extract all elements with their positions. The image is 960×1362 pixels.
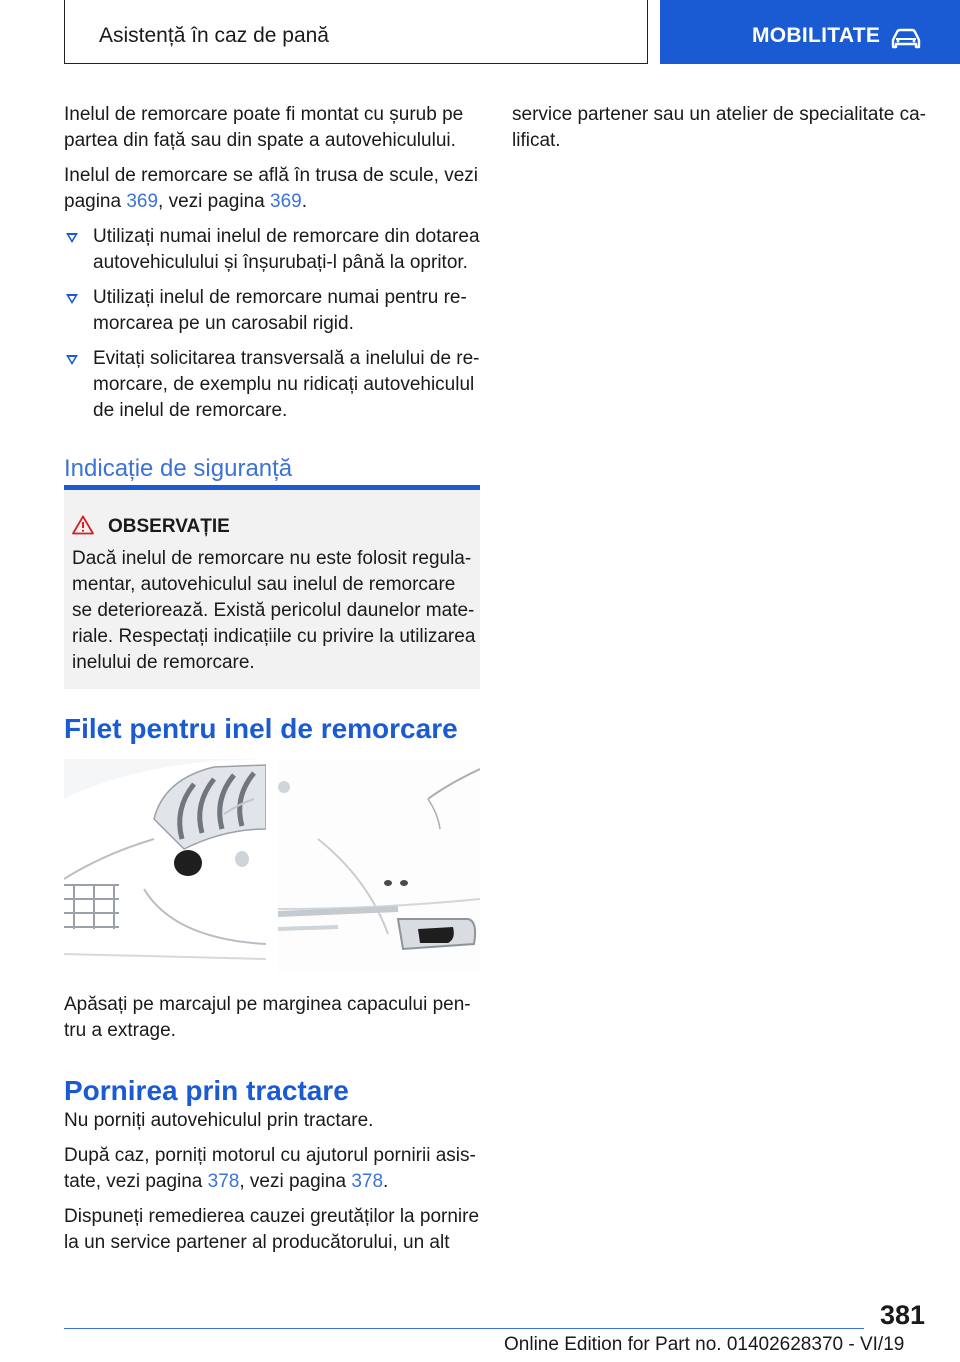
warning-triangle-icon xyxy=(72,515,94,535)
page-link-369-a[interactable]: 369 xyxy=(126,191,159,212)
tow-text-a: După caz, porniți motorul cu ajutorul pornirii asis-tate, vezi pagina xyxy=(64,1145,476,1192)
header-chapter-tab xyxy=(660,0,960,64)
thread-heading: Filet pentru inel de remorcare xyxy=(64,713,458,744)
header-section-title: Asistență în caz de pană xyxy=(99,24,329,47)
header-section-box xyxy=(64,0,648,64)
left-column-lower xyxy=(64,992,480,1265)
warning-note xyxy=(64,485,480,689)
warning-title-row xyxy=(72,514,230,540)
list-item-text: Evitați solicitarea transversală a inelului de re-morcare, de exemplu nu ridicați autovehiculul de inelul de remorcare. xyxy=(93,348,480,421)
list-item xyxy=(64,285,480,337)
tow-text-b: , vezi pagina xyxy=(239,1171,352,1192)
toolkit-text-a: Inelul de remorcare se află în trusa de scule, vezi pagina xyxy=(64,165,478,212)
list-item-text: Utilizați inelul de remorcare numai pentru re-morcarea pe un carosabil rigid. xyxy=(93,287,467,334)
warning-text: Dacă inelul de remorcare nu este folosit regula-mentar, autovehiculul sau inelul de remorcare se deteriorează. Există pericolul daunelor mate-riale. Respectați indicațiile cu privire la utilizarea inelului de remorcare. xyxy=(72,548,476,673)
front-bumper-image xyxy=(64,759,266,974)
page-number: 381 xyxy=(879,1300,925,1330)
toolkit-text-b: , vezi pagina xyxy=(158,191,271,212)
footer-divider xyxy=(64,1328,864,1329)
bullet-triangle-icon xyxy=(66,233,78,243)
tow-thread-illustration xyxy=(64,759,480,974)
tow-start-paragraph-1: Nu porniți autovehiculul prin tractare. xyxy=(64,1110,374,1131)
footer-edition: Online Edition for Part no. 01402628370 - VI/19 xyxy=(504,1334,905,1355)
car-icon xyxy=(890,28,922,50)
toolkit-text-c: . xyxy=(301,191,307,212)
page-link-378-a[interactable]: 378 xyxy=(207,1171,240,1192)
toolkit-paragraph xyxy=(64,163,480,215)
list-item xyxy=(64,346,480,424)
warning-title: OBSERVAȚIE xyxy=(108,516,230,537)
safety-heading: Indicație de siguranță xyxy=(64,455,293,482)
list-item-text: Utilizați numai inelul de remorcare din dotarea autovehiculului și înșurubați-l până la opritor. xyxy=(93,226,480,273)
tow-start-heading: Pornirea prin tractare xyxy=(64,1075,349,1106)
bullet-triangle-icon xyxy=(66,294,78,304)
left-column xyxy=(64,102,480,484)
bullet-triangle-icon xyxy=(66,355,78,365)
tow-start-paragraph-3: Dispuneți remedierea cauzei greutăților la pornire la un service partener al producătorului, un alt xyxy=(64,1206,480,1253)
right-column xyxy=(512,102,928,163)
intro-paragraph: Inelul de remorcare poate fi montat cu șurub pe partea din față sau din spate a autovehiculului. xyxy=(64,104,464,151)
tow-start-paragraph-2 xyxy=(64,1143,480,1195)
rear-bumper-image xyxy=(278,759,480,974)
tow-text-c: . xyxy=(383,1171,389,1192)
page-link-378-b[interactable]: 378 xyxy=(351,1171,384,1192)
header-chapter-label: MOBILITATE xyxy=(752,24,881,47)
figure-caption: Apăsați pe marcajul pe marginea capacului pen-tru a extrage. xyxy=(64,994,471,1041)
instruction-list xyxy=(64,224,480,424)
page-link-369-b[interactable]: 369 xyxy=(270,191,302,212)
continuation-paragraph: service partener sau un atelier de specialitate ca-lificat. xyxy=(512,104,927,151)
list-item xyxy=(64,224,480,276)
